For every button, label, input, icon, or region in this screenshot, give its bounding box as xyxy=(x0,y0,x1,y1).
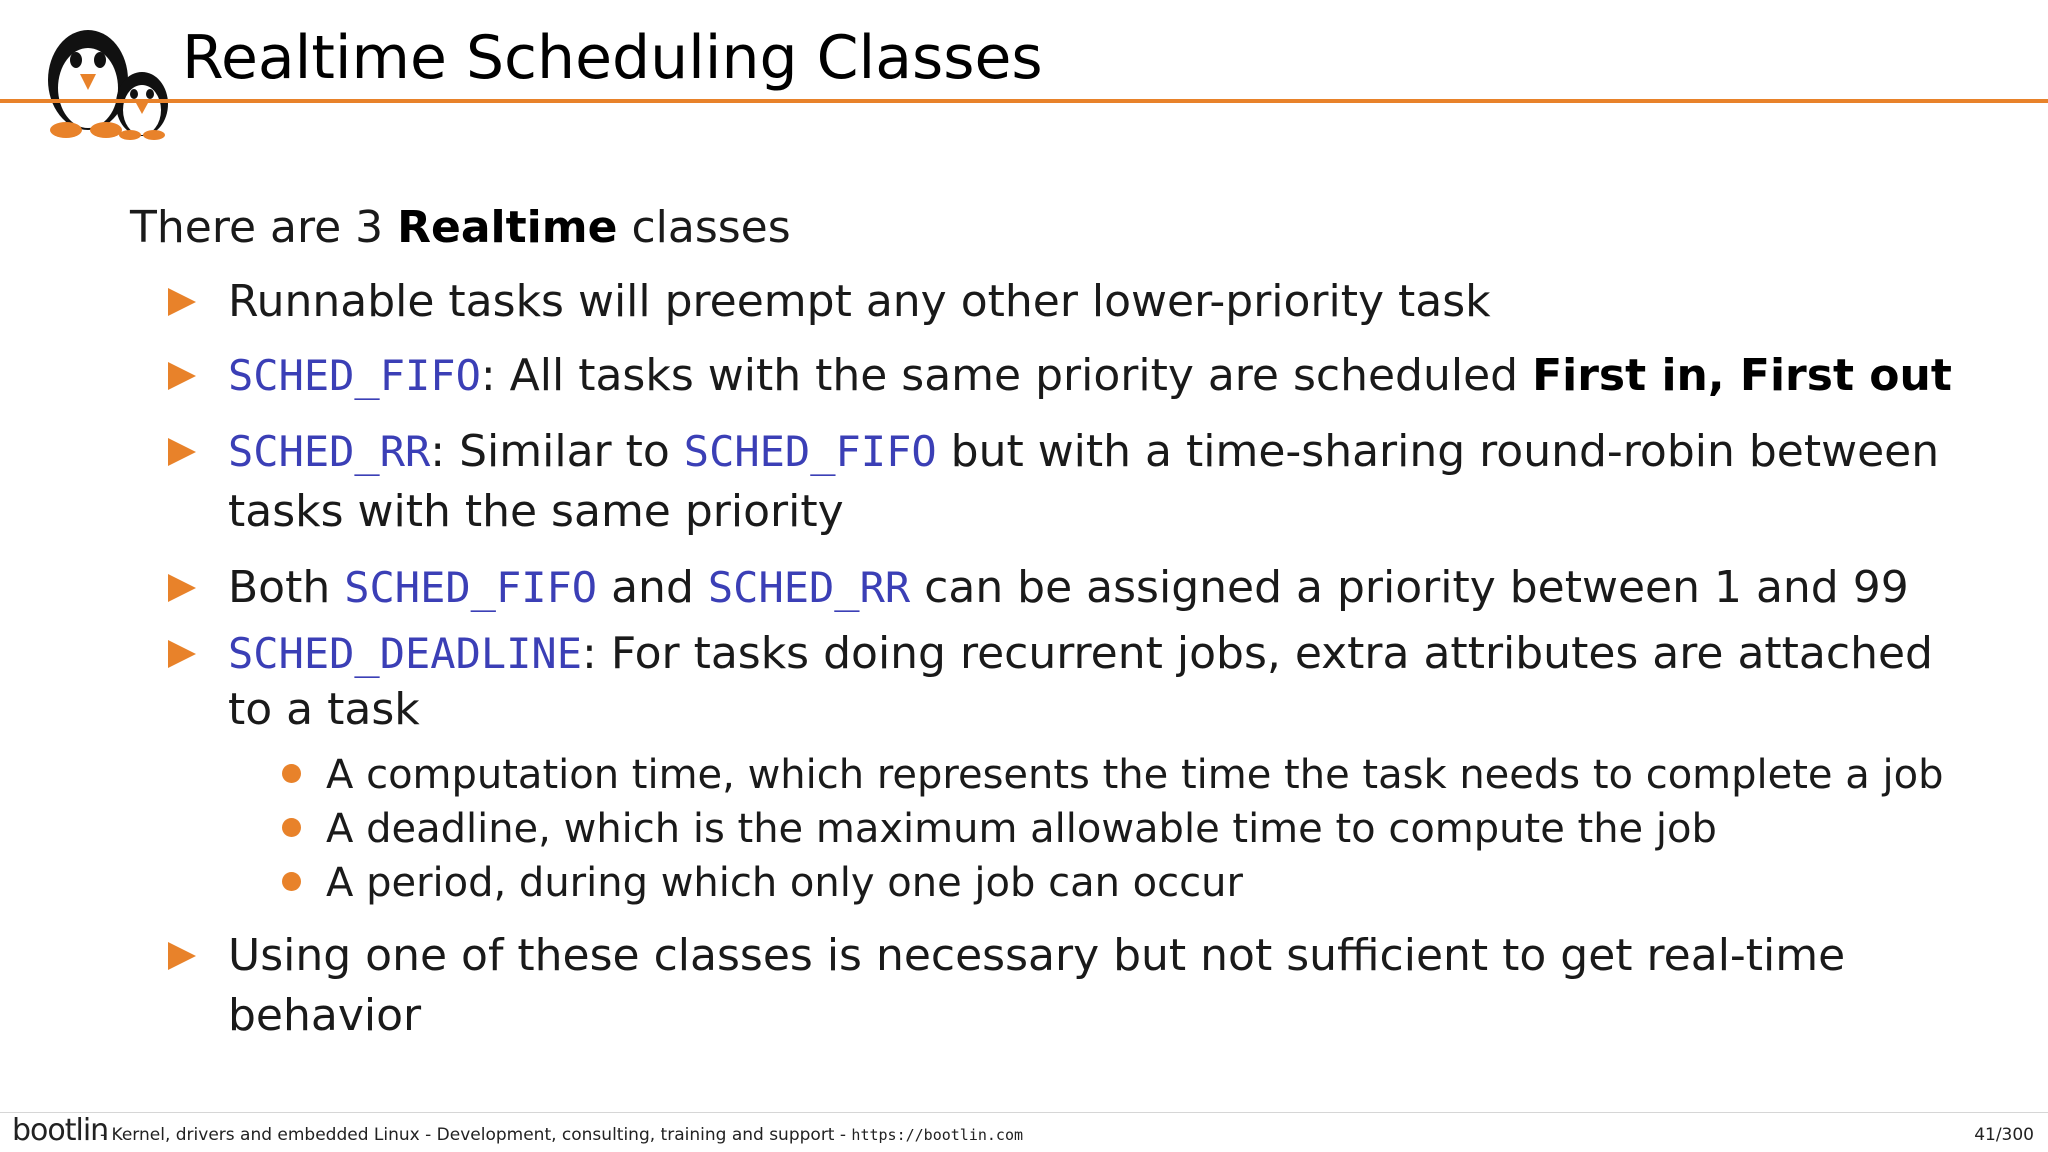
bullet-runnable-tasks xyxy=(228,272,1968,332)
code-sched-fifo: SCHED_FIFO xyxy=(344,563,598,612)
triangle-bullet-icon xyxy=(168,362,196,390)
triangle-bullet-icon xyxy=(168,438,196,466)
bullet-sched-deadline xyxy=(228,626,1968,738)
bullet-sched-fifo xyxy=(228,346,1968,406)
intro-line xyxy=(130,198,791,258)
triangle-bullet-icon xyxy=(168,574,196,602)
bullet-text: : All tasks with the same priority are scheduled xyxy=(480,350,1533,401)
subbullet-period xyxy=(326,856,1966,910)
bullet-text: Using one of these classes is necessary but not sufficient to get real-time behavior xyxy=(228,930,1846,1041)
intro-text-bold: Realtime xyxy=(397,202,618,253)
footer-rule xyxy=(0,1112,2048,1113)
intro-text-post: classes xyxy=(617,202,791,253)
footer-tagline-text: - Kernel, drivers and embedded Linux - Development, consulting, training and support - xyxy=(100,1125,852,1145)
subbullet-text: A deadline, which is the maximum allowable time to compute the job xyxy=(326,806,1717,852)
bullet-text: : Similar to xyxy=(430,426,684,477)
triangle-bullet-icon xyxy=(168,288,196,316)
bullet-bold-text: First in, First out xyxy=(1532,350,1952,401)
page-number: 41/300 xyxy=(1974,1125,2034,1145)
penguin-logo-icon xyxy=(36,18,176,140)
bullet-text: : For tasks doing recurrent jobs, extra attributes are attached to a task xyxy=(228,628,1933,735)
bullet-text: Runnable tasks will preempt any other lower-priority task xyxy=(228,276,1491,327)
bullet-priority-range xyxy=(228,558,1968,618)
bullet-text: and xyxy=(597,562,708,613)
bullet-sched-rr xyxy=(228,422,1968,542)
footer-url-link[interactable]: https://bootlin.com xyxy=(851,1126,1024,1144)
footer-tagline xyxy=(100,1125,1023,1145)
code-sched-rr: SCHED_RR xyxy=(228,427,431,476)
bullet-text: but with a time-sharing round-robin between tasks with the same priority xyxy=(228,426,1940,537)
bootlin-logo: bootlin xyxy=(12,1113,109,1148)
bullet-text: Both xyxy=(228,562,345,613)
code-sched-rr: SCHED_RR xyxy=(707,563,911,612)
slide-title: Realtime Scheduling Classes xyxy=(182,23,1043,93)
subbullet-text: A period, during which only one job can occur xyxy=(326,860,1243,906)
subbullet-text: A computation time, which represents the time the task needs to complete a job xyxy=(326,752,1944,798)
triangle-bullet-icon xyxy=(168,640,196,668)
code-sched-fifo: SCHED_FIFO xyxy=(683,427,937,476)
slide-header xyxy=(0,0,2048,140)
subbullet-computation-time xyxy=(326,748,1966,802)
dot-bullet-icon xyxy=(282,872,301,891)
code-sched-fifo: SCHED_FIFO xyxy=(228,351,481,400)
intro-text-pre: There are 3 xyxy=(130,202,398,253)
header-rule xyxy=(0,99,2048,103)
triangle-bullet-icon xyxy=(168,942,196,970)
dot-bullet-icon xyxy=(282,764,301,783)
code-sched-deadline: SCHED_DEADLINE xyxy=(228,629,583,678)
bullet-text: can be assigned a priority between 1 and 99 xyxy=(910,562,1909,613)
dot-bullet-icon xyxy=(282,818,301,837)
subbullet-deadline xyxy=(326,802,1966,856)
bullet-necessary-not-sufficient xyxy=(228,926,1968,1046)
slide-footer xyxy=(0,1110,2048,1152)
